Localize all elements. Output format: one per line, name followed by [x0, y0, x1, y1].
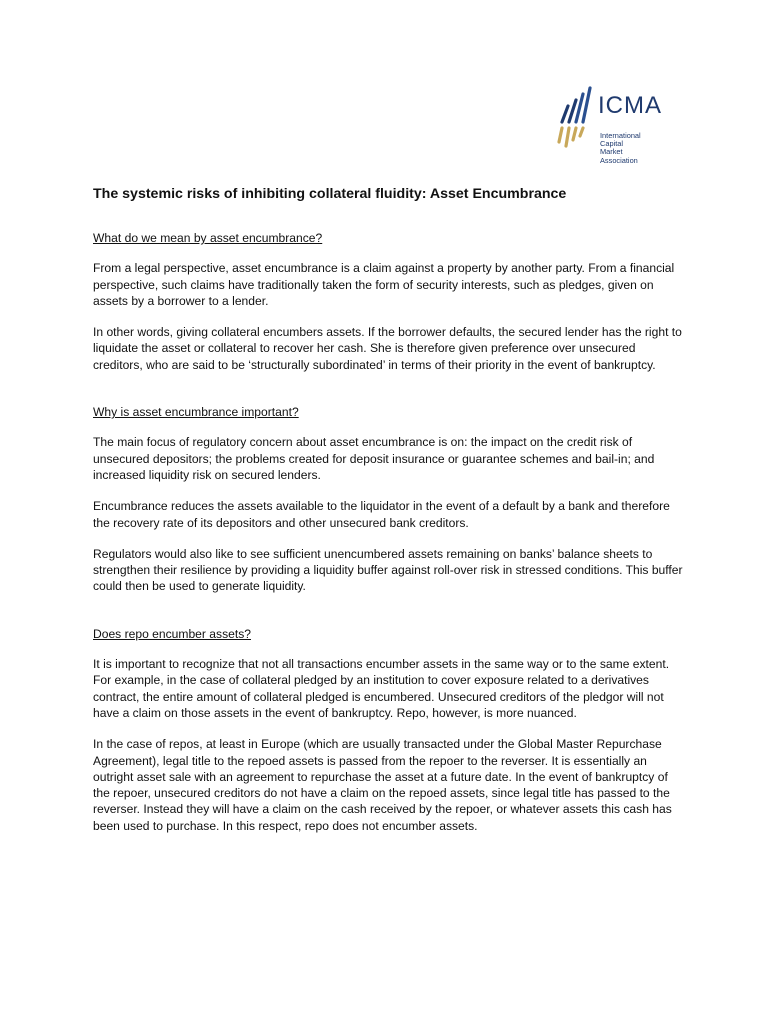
icma-wordmark: ICMA [598, 92, 662, 119]
icma-logo-mark-icon [556, 84, 596, 154]
section-heading: Does repo encumber assets? [93, 626, 251, 641]
paragraph: In the case of repos, at least in Europe (which are usually transacted under the Global Master Repurchase Agreement), legal title to the repoed assets is passed from the repoer to the reverser. It is essentially an outright asset sale with an agreement to repurchase the asset at a future date. In the event of bankruptcy of the repoer, unsecured creditors do not have a claim on the repoed assets, since legal title has passed to the reverser. Instead they will have a claim on the cash received by the repoer, or whatever assets this cash has been used to purchase. In this respect, repo does not encumber assets. [93, 737, 672, 833]
paragraph: Regulators would also like to see sufficient unencumbered assets remaining on banks’ balance sheets to strengthen their resilience by providing a liquidity buffer against roll-over risk in stressed conditions. This buffer could then be used to generate liquidity. [93, 546, 683, 594]
paragraph: It is important to recognize that not all transactions encumber assets in the same way or to the same extent. For example, in the case of collateral pledged by an institution to cover exposure related to a derivatives contract, the entire amount of collateral pledged is encumbered. Unsecured creditors of the pledgor will not have a claim on those assets in the event of bankruptcy. Repo, however, is more nuanced. [93, 657, 670, 720]
document-title: The systemic risks of inhibiting collateral fluidity: Asset Encumbrance [93, 186, 567, 202]
paragraph: Encumbrance reduces the assets available to the liquidator in the event of a default by a bank and therefore the recovery rate of its depositors and other unsecured bank creditors. [93, 499, 670, 530]
paragraph: From a legal perspective, asset encumbrance is a claim against a property by another party. From a financial perspective, such claims have traditionally taken the form of security interests, such as pledges, given on assets by a borrower to a lender. [93, 261, 675, 308]
icma-subtitle [600, 132, 641, 165]
icma-subtitle-line: Market [600, 147, 623, 157]
section-why-important [93, 404, 683, 595]
section-heading: Why is asset encumbrance important? [93, 405, 299, 420]
icma-subtitle-line: Capital [600, 139, 624, 149]
section-spacer [93, 610, 683, 626]
icma-subtitle-line: International [600, 131, 641, 140]
section-heading: What do we mean by asset encumbrance? [93, 231, 323, 245]
document-body [93, 184, 683, 849]
section-what-is-encumbrance [93, 230, 683, 373]
paragraph: The main focus of regulatory concern about asset encumbrance is on: the impact on the credit risk of unsecured depositors; the problems created for deposit insurance or guarantee schemes and bail-in; and increased liquidity risk on secured lenders. [93, 435, 655, 482]
icma-subtitle-line: Association [600, 155, 638, 165]
icma-logo [556, 84, 666, 172]
section-spacer [93, 388, 683, 404]
section-does-repo-encumber [93, 626, 683, 834]
paragraph: In other words, giving collateral encumbers assets. If the borrower defaults, the secured lender has the right to liquidate the asset or collateral to recover her cash. She is therefore given preference over unsecured creditors, who are said to be ‘structurally subordinated’ in terms of their priority in the event of bankruptcy. [93, 325, 682, 372]
